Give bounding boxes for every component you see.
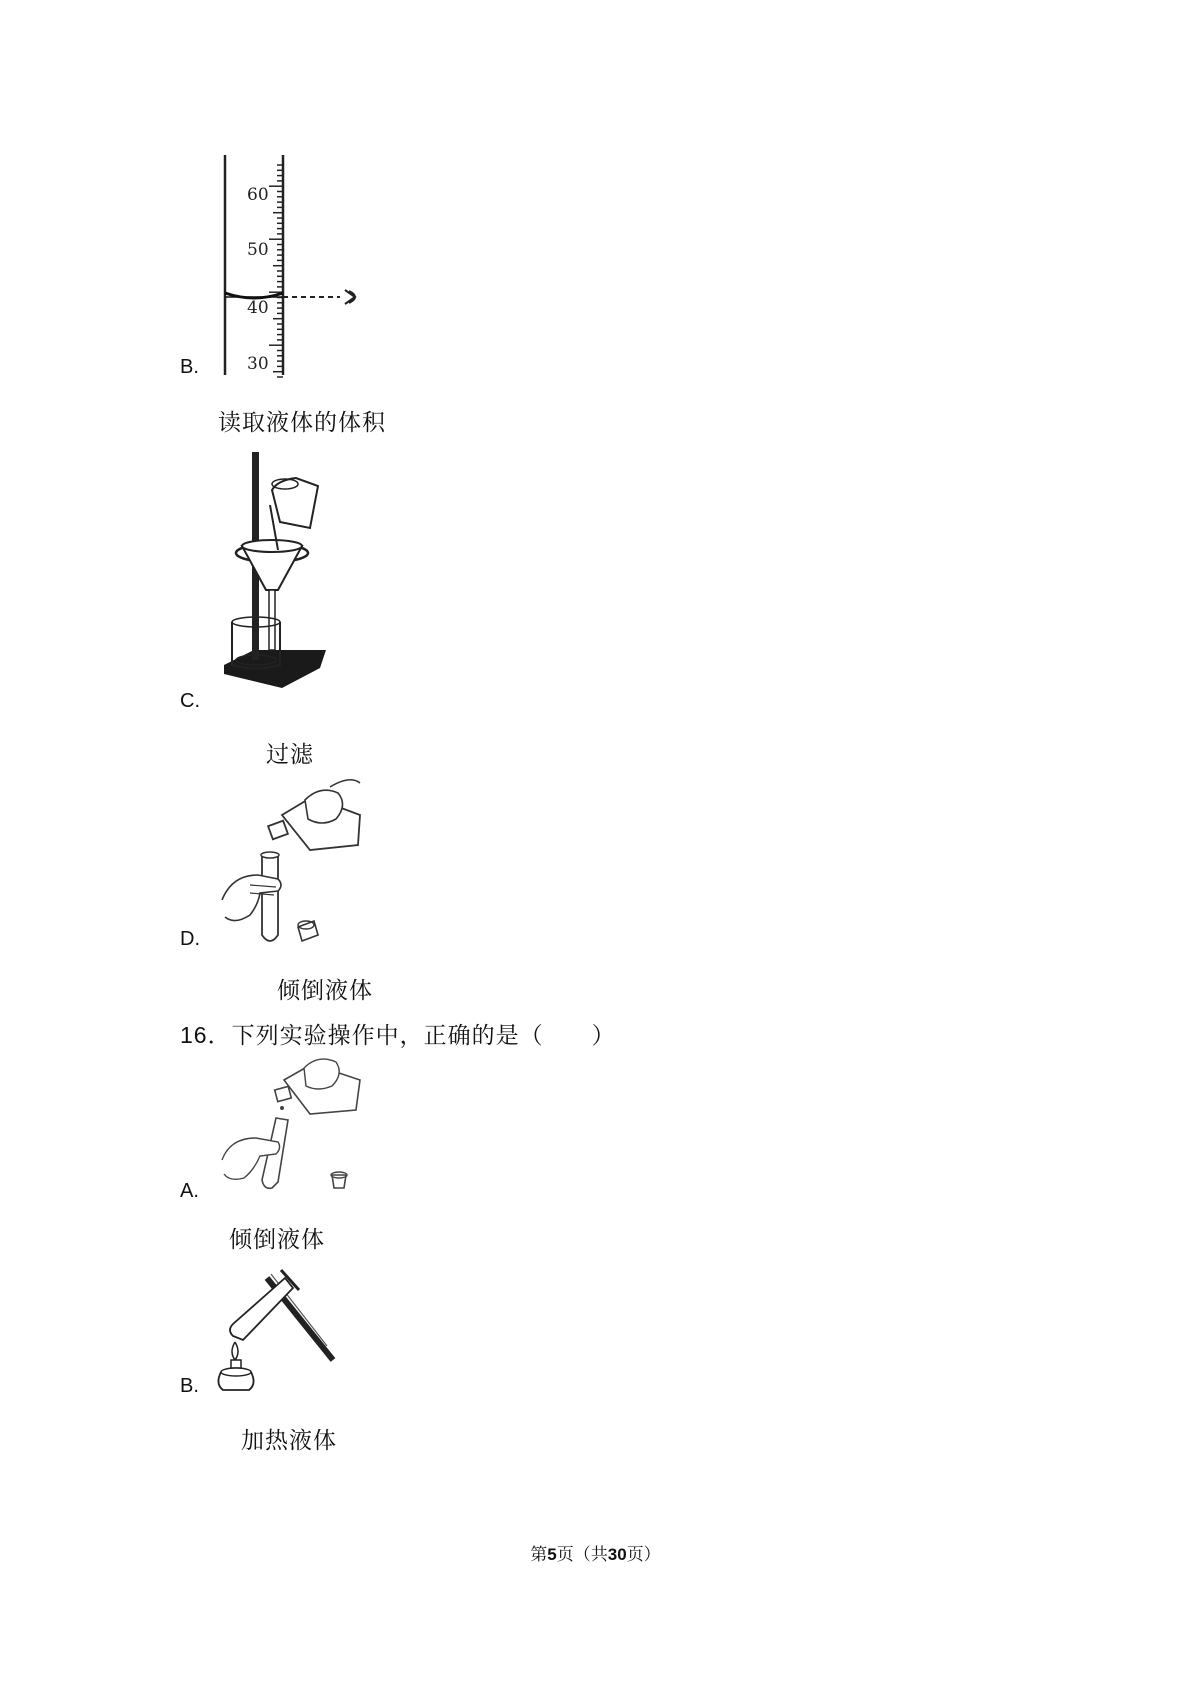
option-c1-letter: C. bbox=[180, 690, 200, 712]
option-a2-caption: 倾倒液体 bbox=[229, 1227, 325, 1253]
footer-prefix: 第 bbox=[530, 1545, 548, 1565]
option-b2-letter: B. bbox=[180, 1375, 199, 1397]
question-16 bbox=[180, 1017, 616, 1050]
footer-suffix: 页） bbox=[626, 1545, 661, 1565]
option-d1-caption: 倾倒液体 bbox=[277, 978, 373, 1004]
scale-label-30: 30 bbox=[247, 354, 269, 374]
question-number: 16． bbox=[180, 1022, 232, 1048]
option-c1-caption: 过滤 bbox=[266, 742, 314, 768]
scale-label-50: 50 bbox=[247, 240, 269, 260]
scale-label-60: 60 bbox=[247, 185, 269, 205]
filtration-apparatus-figure bbox=[220, 450, 340, 710]
graduated-cylinder-figure bbox=[215, 155, 375, 380]
option-b2-caption: 加热液体 bbox=[241, 1428, 337, 1454]
footer-page-number: 5 bbox=[547, 1545, 557, 1564]
option-a2-letter: A. bbox=[180, 1180, 199, 1202]
option-b1-caption: 读取液体的体积 bbox=[218, 410, 386, 436]
option-d1-letter: D. bbox=[180, 928, 200, 950]
scale-label-40: 40 bbox=[247, 298, 269, 318]
footer-total-pages: 30 bbox=[607, 1545, 627, 1564]
heating-liquid-figure bbox=[215, 1260, 345, 1395]
pouring-liquid-figure-d bbox=[220, 775, 370, 950]
question-text: 下列实验操作中，正确的是（ ） bbox=[231, 1023, 616, 1049]
page-footer bbox=[0, 1540, 1191, 1565]
pouring-liquid-figure-a bbox=[220, 1050, 370, 1200]
footer-mid: 页（共 bbox=[556, 1545, 608, 1565]
option-b1-letter: B. bbox=[180, 356, 199, 378]
